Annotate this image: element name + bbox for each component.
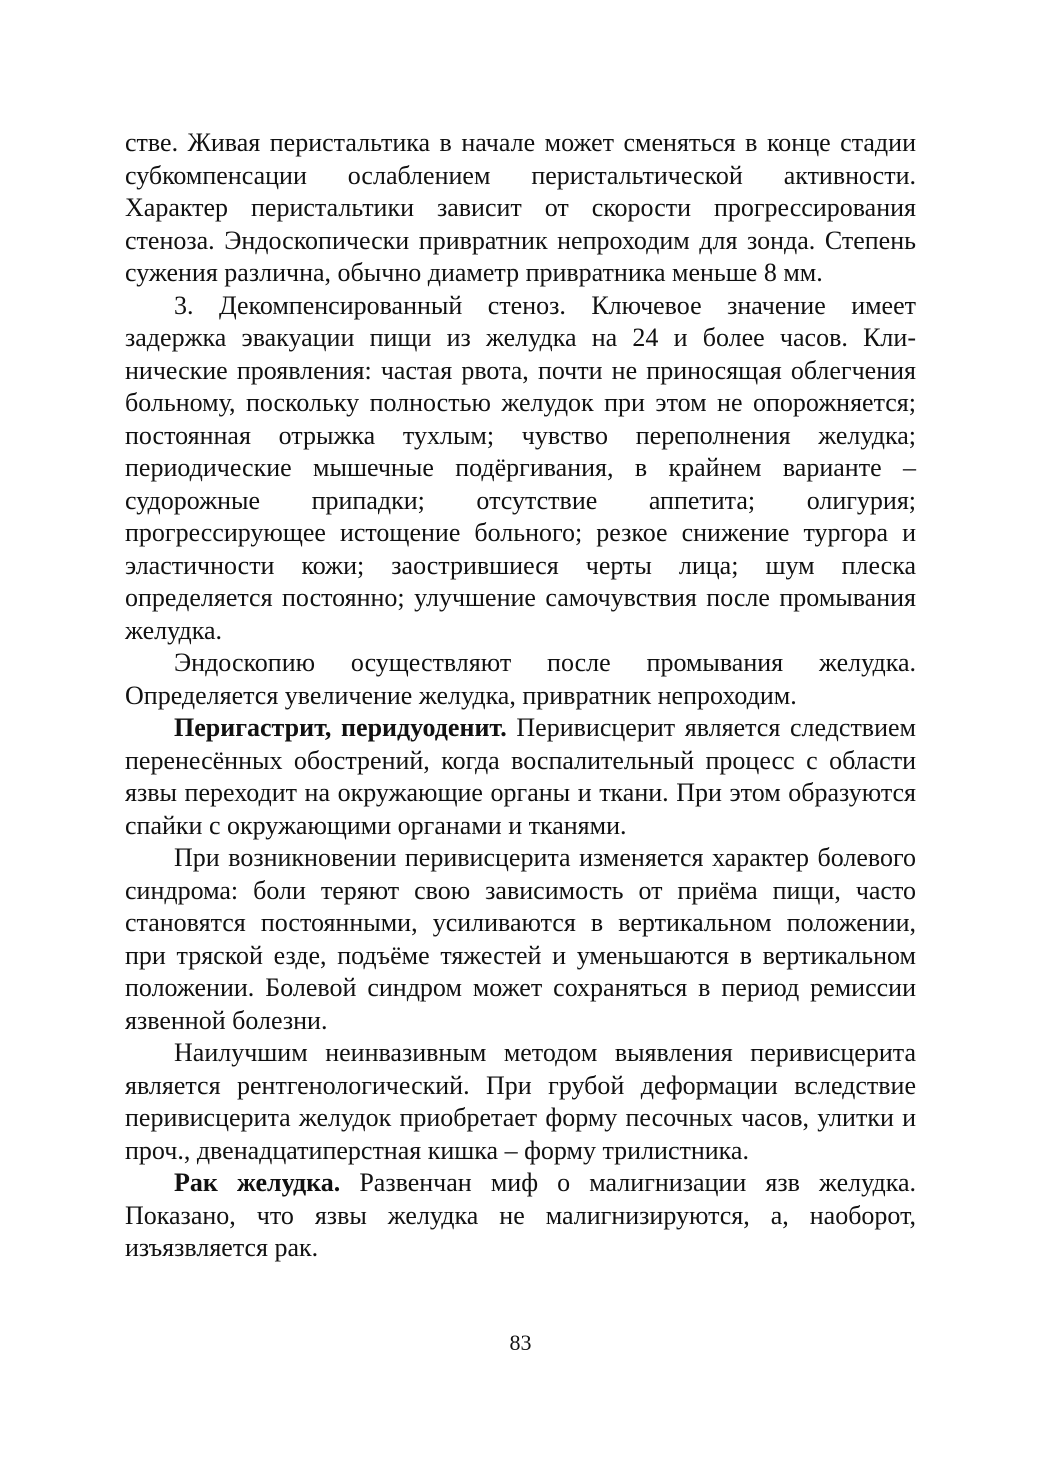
body-text (125, 127, 916, 1265)
section-heading: Перигастрит, перидуоденит. (174, 713, 507, 742)
paragraph (125, 1037, 916, 1167)
paragraph-text: стве. Живая перистальтика в начале может сменяться в конце стадии субкомпенсации ослаблением перистальтической активности. Характер перистальтики зависит от скорости прогрессирования стеноза. Эндоскопически привратник непроходим для зонда. Степень сужения различна, обычно диаметр привратника меньше 8 мм. (125, 128, 916, 287)
paragraph (125, 712, 916, 842)
paragraph-text: Наилучшим неинвазивным методом выявления перивисцерита является рентгенологический. При грубой деформации вследствие перивисцерита желудок приобретает форму песочных часов, улитки и проч., двенадцатиперстная кишка – форму трилистника. (125, 1038, 916, 1165)
section-heading: Рак желудка. (174, 1168, 341, 1197)
paragraph (125, 127, 916, 290)
paragraph-text: Эндоскопию осуществляют после промывания желудка. Определяется увеличение желудка, привратник непроходим. (125, 648, 916, 710)
paragraph (125, 290, 916, 648)
paragraph (125, 1167, 916, 1265)
page-number: 83 (509, 1330, 532, 1355)
paragraph-text: Развенчан миф о малигнизации язв желудка. Показано, что язвы желудка не малигнизируются, а, наоборот, изъязвляется рак. (125, 1168, 916, 1262)
paragraph (125, 842, 916, 1037)
paragraph (125, 647, 916, 712)
paragraph-text: Перивисцерит является следствием перенесённых обострений, когда воспалительный процесс с области язвы переходит на окружающие органы и ткани. При этом образуются спайки с окружающими органами и тканями. (125, 713, 916, 840)
paragraph-text: 3. Декомпенсированный стеноз. Ключевое значение имеет задержка эвакуации пищи из желудка на 24 и более часов. Клинические проявления: частая рвота, почти не приносящая облегчения больному, поскольку полностью желудок при этом не опорожняется; постоянная отрыжка тухлым; чувство переполнения желудка; периодические мышечные подёргивания, в крайнем варианте – судорожные припадки; отсутствие аппетита; олигурия; прогрессирующее истощение больного; резкое снижение тургора и эластичности кожи; заострившиеся черты лица; шум плеска определяется постоянно; улучшение самочувствия после промывания желудка. (125, 290, 916, 645)
paragraph-text: При возникновении перивисцерита изменяется характер болевого синдрома: боли теряют свою зависимость от приёма пищи, часто становятся постоянными, усиливаются в вертикальном положении, при тряской езде, подъёме тяжестей и уменьшаются в вертикальном положении. Болевой синдром может сохраняться в период ремиссии язвенной болезни. (125, 843, 916, 1035)
